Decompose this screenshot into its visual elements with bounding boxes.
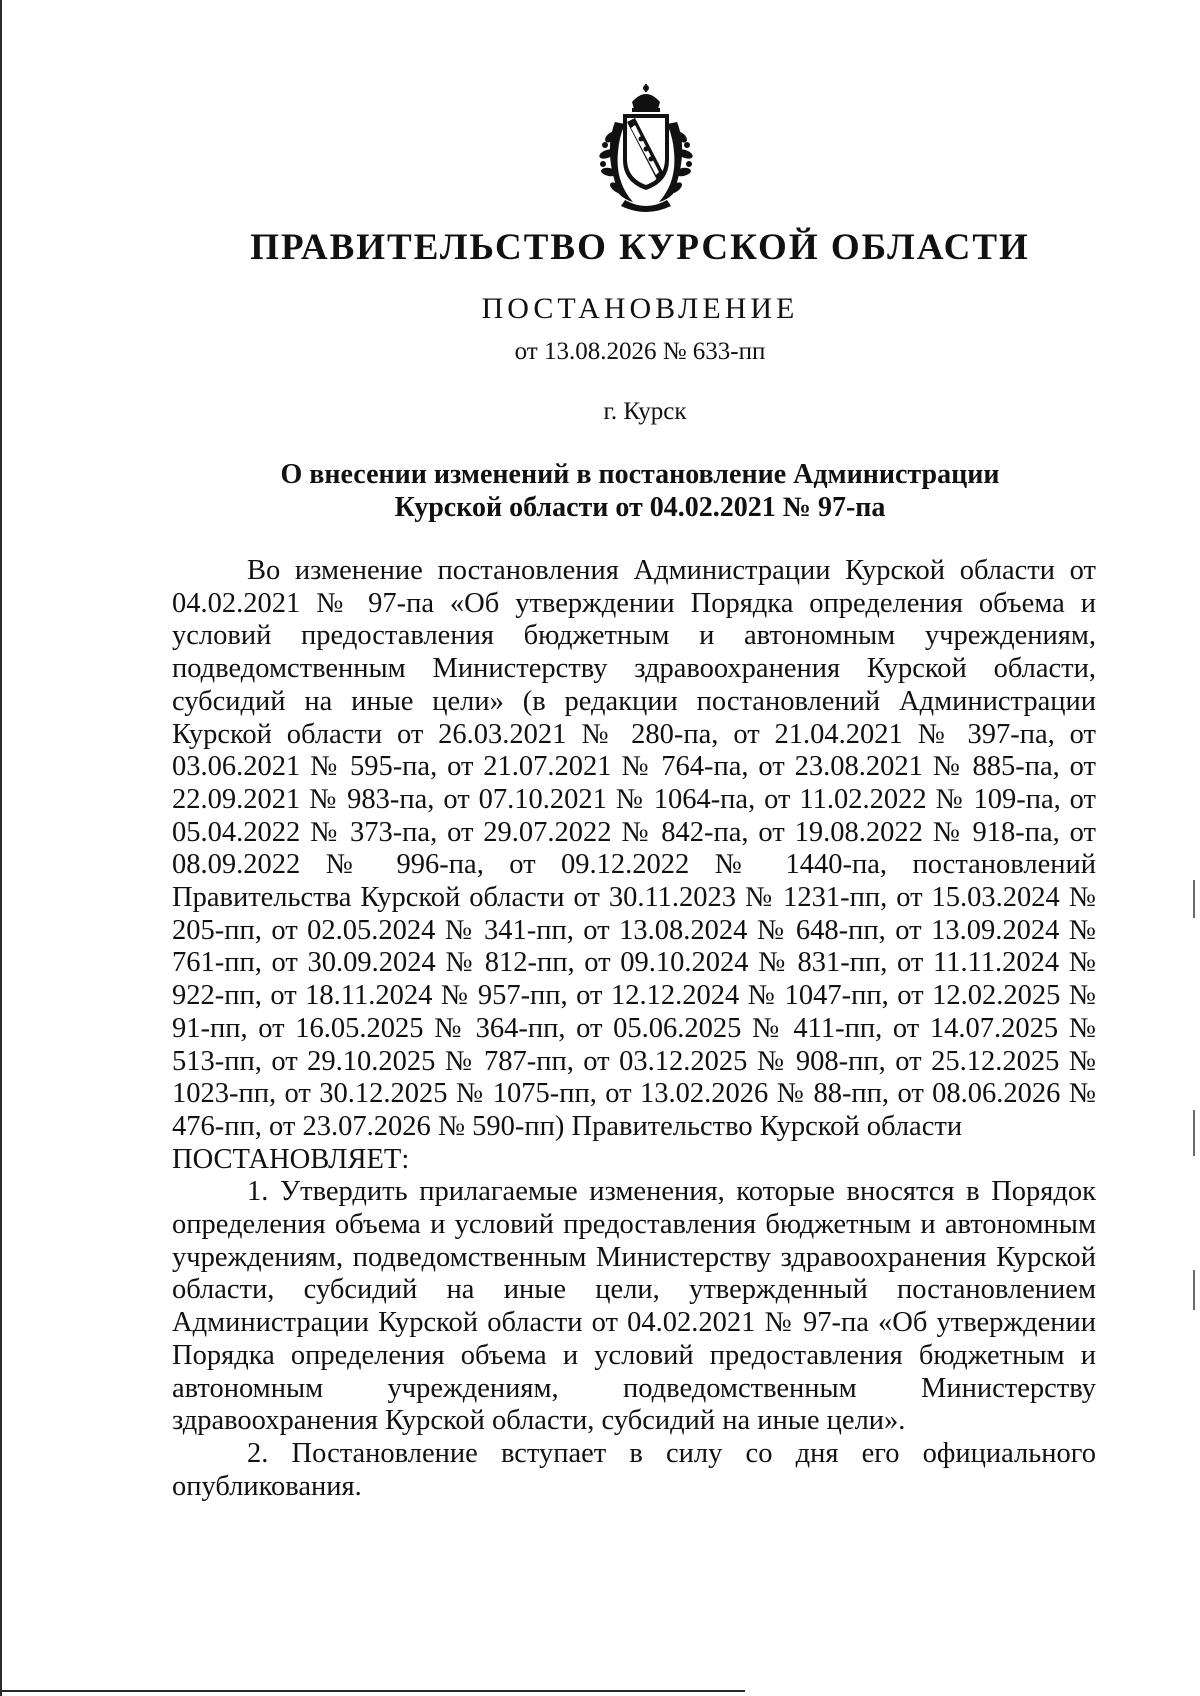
item-paragraph: 2. Постановление вступает в силу со дня его официального опубликования. <box>172 1437 1096 1502</box>
scan-edge-right <box>1193 880 1195 918</box>
document-city: г. Курск <box>603 398 687 425</box>
government-name: ПРАВИТЕЛЬСТВО КУРСКОЙ ОБЛАСТИ <box>250 227 1030 268</box>
scan-edge-right <box>1193 1110 1195 1156</box>
kursk-coat-of-arms-icon <box>585 82 707 214</box>
document-title <box>0 458 1200 524</box>
item-paragraph: 1. Утвердить прилагаемые изменения, которые вносятся в Порядок определения объема и условий предоставления бюджетным и автономным учреждениям, подведомственным Министерству здравоохранения Курской области, субсидий на иные цели, утвержденный постановлением Администрации Курской области от 04.02.2021 № 97-па «Об утверждении Порядка определения объема и условий предоставления бюджетным и автономным учреждениям, подведомственным Министерству здравоохранения Курской области, субсидий на иные цели». <box>172 1176 1096 1437</box>
document-title-line: Курской области от 04.02.2021 № 97-па <box>394 492 886 523</box>
resolves-line: ПОСТАНОВЛЯЕТ: <box>172 1143 410 1175</box>
scan-edge-bottom <box>0 1690 745 1692</box>
document-number: от 13.08.2026 № 633-пп <box>514 338 766 365</box>
scan-edge-right <box>1193 1270 1195 1310</box>
document-type: ПОСТАНОВЛЕНИЕ <box>481 292 799 325</box>
document-title-line: О внесении изменений в постановление Администрации <box>280 459 1000 490</box>
preamble-paragraph: Во изменение постановления Администрации Курской области от 04.02.2021 № 97-па «Об утверждении Порядка определения объема и условий предоставления бюджетным и автономным учреждениям, подведомственным Министерству здравоохранения Курской области, субсидий на иные цели» (в редакции постановлений Администрации Курской области от 26.03.2021 № 280-па, от 21.04.2021 № 397-па, от 03.06.2021 № 595-па, от 21.07.2021 № 764-па, от 23.08.2021 № 885-па, от 22.09.2021 № 983-па, от 07.10.2021 № 1064-па, от 11.02.2022 № 109-па, от 05.04.2022 № 373-па, от 29.07.2022 № 842-па, от 19.08.2022 № 918-па, от 08.09.2022 № 996-па, от 09.12.2022 № 1440-па, постановлений Правительства Курской области от 30.11.2023 № 1231-пп, от 15.03.2024 № 205-пп, от 02.05.2024 № 341-пп, от 13.08.2024 № 648-пп, от 13.09.2024 № 761-пп, от 30.09.2024 № 812-пп, от 09.10.2024 № 831-пп, от 11.11.2024 № 922-пп, от 18.11.2024 № 957-пп, от 12.12.2024 № 1047-пп, от 12.02.2025 № 91-пп, от 16.05.2025 № 364-пп, от 05.06.2025 № 411-пп, от 14.07.2025 № 513-пп, от 29.10.2025 № 787-пп, от 03.12.2025 № 908-пп, от 25.12.2025 № 1023-пп, от 30.12.2025 № 1075-пп, от 13.02.2026 № 88-пп, от 08.06.2026 № 476-пп, от 23.07.2026 № 590-пп) Правительство Курской области <box>172 555 1096 1142</box>
document-body <box>172 555 1096 1503</box>
